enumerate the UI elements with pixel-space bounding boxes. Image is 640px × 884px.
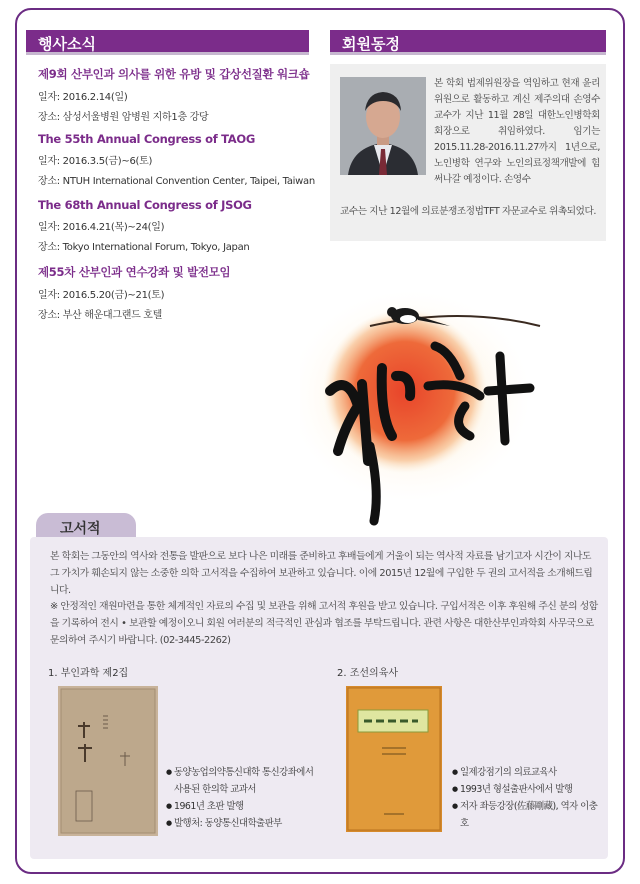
list-item: ● 일제강점기의 의료교육사 [452,764,602,781]
event-title: The 55th Annual Congress of TAOG [38,132,255,146]
member-section-title: 회원동정 [342,35,400,53]
event-item [38,132,315,187]
old-books-intro: 본 학회는 그동안의 역사와 전통을 발판으로 보다 나은 미래를 준비하고 후배들에게 거울이 되는 역사적 자료를 남기고자 시간이 지나도 그 가치가 훼손되지 않는 소중한 의학 고서적을 수집하여 보관하고 있습니다. 이에 2015년 12월에 구입한 두 권의 고서적을 소개해드립니다. [50,551,593,596]
book-heading: 1. 부인과학 제2집 [48,668,129,679]
events-section-header [26,30,309,55]
book-cover-image [58,686,158,836]
member-news-text-bottom: 교수는 지난 12월에 의료분쟁조정법TFT 자문교수로 위촉되었다. [340,206,596,217]
book-cover-image [346,686,442,832]
event-place: 장소: NTUH International Convention Center, Taipei, Taiwan [38,176,315,187]
list-item: ● 발행처: 동양통신대학출판부 [166,815,316,832]
book-details-list [452,764,602,832]
member-news-box [330,64,606,241]
member-news-text: 본 학회 법제위원장을 역임하고 현재 윤리위원으로 활동하고 계신 제주의대 손영수 교수가 지난 11월 28일 대한노인병학회 회장으로 취임하였다. 임기는 2015.11.28-2016.11.27까지 1년으로, 노인병학 연구와 노인의료정책개발에 힘써나갈 예정이다. 손영수 [434,78,600,185]
event-title: The 68th Annual Congress of JSOG [38,198,252,212]
list-item: ● 동양농업의약통신대학 통신강좌에서 사용된 한의학 교과서 [166,764,316,798]
book-heading: 2. 조선의육사 [337,668,399,679]
list-item: ● 저자 좌등강장(佐藤剛藏), 역자 이충호 [452,798,602,832]
member-section-header [330,30,606,55]
old-books-title: 고서적 [60,521,101,537]
events-section-title: 행사소식 [38,35,96,53]
event-date: 일자: 2016.2.14(일) [38,92,128,103]
book-details-list [166,764,316,832]
event-place: 장소: Tokyo International Forum, Tokyo, Japan [38,242,250,253]
event-item [38,198,308,253]
list-item: ● 1993년 형설출판사에서 발행 [452,781,602,798]
event-title: 제55차 산부인과 연수강좌 및 발전모임 [38,265,231,279]
event-date: 일자: 2016.4.21(목)~24(일) [38,222,165,233]
old-books-note: ※ 안정적인 재원마련을 통한 체계적인 자료의 수집 및 보관을 위해 고서적 후원을 받고 있습니다. 구입서적은 이후 후원해 주신 분의 성함을 기록하여 전시 • 보관할 예정이오니 회원 여러분의 적극적인 관심과 협조를 부탁드립니다. 관련 사항은 대한산부인과학회 사무국으로 문의하여 주시기 바랍니다. (02-3445-2262) [50,601,598,646]
event-item [38,66,308,123]
list-item: ● 1961년 초판 발행 [166,798,316,815]
event-date: 일자: 2016.3.5(금)~6(토) [38,156,153,167]
event-title: 제9회 산부인과 의사를 위한 유방 및 갑상선질환 워크숍 [38,67,310,81]
event-place: 장소: 삼성서울병원 암병원 지하1층 강당 [38,112,209,123]
new-year-calligraphy-art [300,286,600,526]
member-portrait [340,77,426,175]
event-date: 일자: 2016.5.20(금)~21(토) [38,290,165,301]
event-item [38,264,308,321]
event-place: 장소: 부산 해운대그랜드 호텔 [38,310,163,321]
